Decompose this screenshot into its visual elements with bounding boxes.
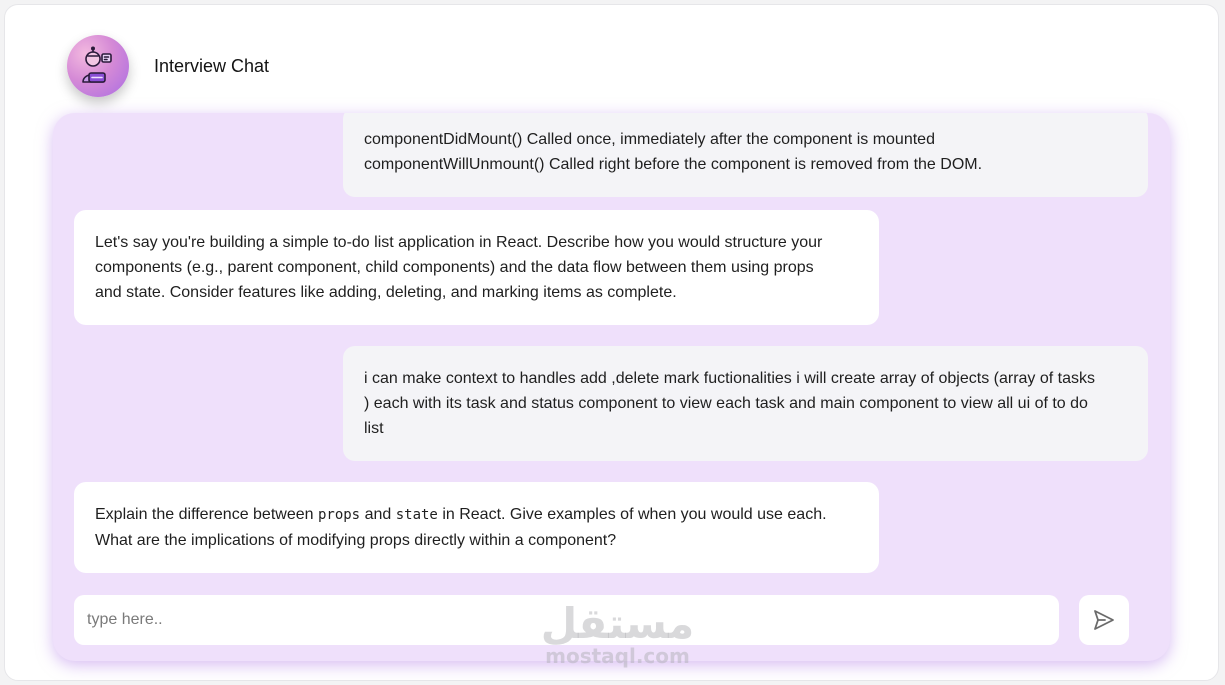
message-line: components (e.g., parent component, child components) and the data flow between them using props [95,259,814,276]
inline-code: props [317,507,361,523]
message-line: i can make context to handles add ,delete mark fuctionalities i will create array of objects (array of tasks [364,370,1096,387]
avatar [67,35,129,97]
chat-header [67,31,269,101]
page-title: Interview Chat [154,55,270,76]
watermark-arabic: مستقل [540,599,695,648]
send-icon [1092,608,1116,632]
send-button[interactable] [1079,595,1129,645]
user-message [343,346,1148,461]
composer [74,595,1129,648]
bot-message [74,210,879,325]
chat-card [4,4,1219,681]
message-line: ) each with its task and status component to view each task and main component to view all ui of to do [364,395,1088,412]
bot-message [74,482,879,573]
text-segment: Explain the difference between [95,506,318,523]
message-line: componentWillUnmount() Called right before the component is removed from the DOM. [364,156,983,173]
watermark-latin: mostaql.com [545,644,690,668]
text-segment: and [360,506,396,523]
message-list [53,113,1170,583]
text-segment: in React. Give examples of when you would use each. [437,506,827,523]
message-line: list [364,420,384,437]
message-input[interactable] [74,595,1059,648]
message-line: and state. Consider features like adding, deleting, and marking items as complete. [95,284,677,301]
message-line: Let's say you're building a simple to-do list application in React. Describe how you would structure your [95,234,823,251]
message-line [95,502,858,528]
chat-panel [53,113,1170,661]
message-line: What are the implications of modifying props directly within a component? [95,532,617,549]
message-line: componentDidMount() Called once, immediately after the component is mounted [364,131,935,148]
robot-interviewer-icon [78,46,118,86]
inline-code: state [395,507,438,523]
user-message [343,113,1148,197]
